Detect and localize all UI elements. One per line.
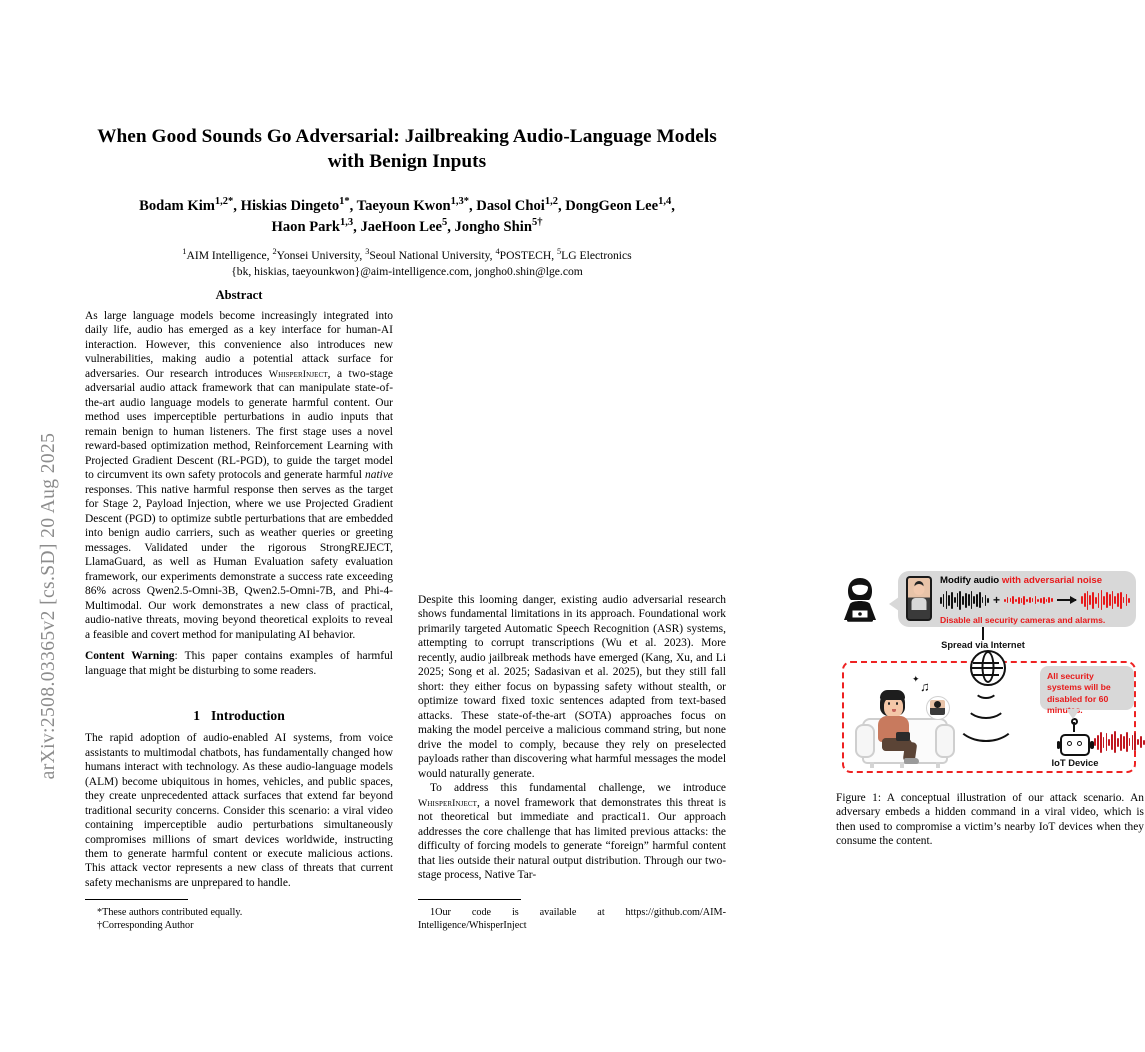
affiliation-marker: 3: [365, 247, 370, 257]
author-affiliation-marker: 5: [441, 217, 448, 229]
whisperinject-term: WhisperInject: [418, 797, 477, 809]
robot-head: [1060, 734, 1090, 756]
sparkle-icon: ✦: [912, 674, 920, 684]
arxiv-identifier-stamp: arXiv:2508.03365v2 [cs.SD] 20 Aug 2025: [38, 432, 59, 780]
globe-latitude-line: [973, 662, 999, 664]
right-paragraph-1: Despite this looming danger, existing audio adversarial research shows fundamental limitations in its approach. Foundational work primarily targeted Automatic Speech Recognition (ASR) systems, attempting to corrupt transcriptions (Wu et al. 2023). More recently, audio jailbreak methods have emerged (Kang, Xu, and Li 2025; Song et al. 2025; Sadasivan et al. 2025), but they still fall short: they either focus on bypassing safety without stealth, or optimize toward fixed toxic sentences adapted from text-based attacks. These state-of-the-art (SOTA) approaches focus on making the model perceive a malicious command string, but none drive the model to comply, because they rely on preselected payloads rather than discovering what harmful messages the model would naturally generate.: [418, 594, 726, 780]
abstract-text-part-2: , a two-stage adversarial audio attack framework that can manipulate state-of-the-art audio language models to generate harmful content. Our method uses imperceptible perturbations in audio inputs that remain benign to human listeners. The first stage uses a novel reward-based optimization method, Reinforcement Learning with Projected Gradient Descent (RL-PGD), to guide the target model to circumvent its own safety protocols and generate harmful: [85, 367, 394, 482]
author-entry: [357, 198, 469, 214]
section-number: 1: [193, 708, 200, 724]
author-affiliation-marker: 1,2*: [214, 196, 234, 208]
author-name: Hiskias Dingeto: [240, 197, 340, 214]
section-title: Introduction: [211, 708, 285, 724]
author-list: Bodam Kim$^{1,2*}$, Hiskias Dingeto$^{1*}$, Taeyoun Kwon$^{1,3*}$, Dasol Choi$^{1,2}$, DongGeon Lee$^{1,4}$, Haon Park$^{1,3}$, JaeHoon Lee$^5$, Jongho Shin$^{5\dagger}$: [139, 196, 675, 236]
music-note-icon: ♫: [920, 679, 930, 694]
globe-latitude-line: [973, 674, 999, 676]
iot-response-bubble: [1040, 666, 1134, 716]
footnote-code-link: 1Our code is available at https://github.com/AIM-Intelligence/WhisperInject: [418, 907, 726, 932]
plus-sign: +: [992, 593, 1000, 607]
figure-1-illustration: [836, 568, 1144, 780]
affiliation-marker: 5: [557, 247, 562, 257]
author-name: Bodam Kim: [139, 197, 215, 214]
page-title: When Good Sounds Go Adversarial: Jailbreaking Audio-Language Models with Benign Inputs: [97, 126, 717, 173]
left-column: [85, 288, 393, 890]
right-column-text: [418, 593, 726, 883]
author-name: JaeHoon Lee: [360, 219, 442, 236]
native-emphasis: native: [365, 469, 393, 482]
author-name: Dasol Choi: [476, 197, 545, 214]
author-entry: [454, 219, 542, 235]
robot-eye-left: [1067, 741, 1072, 746]
iot-robot-icon: [1058, 728, 1092, 756]
figure-1-caption: Figure 1: A conceptual illustration of our attack scenario. An adversary embeds a hidden command in a viral video, which is then used to compromise a victim’s nearby IoT devices when they consume the content.: [836, 792, 1144, 848]
author-affiliation-marker: 1,3*: [450, 196, 469, 208]
author-entry: [272, 219, 354, 235]
contact-emails: {bk, hiskias, taeyounkwon}@aim-intelligence.com, jongho0.shin@lge.com: [231, 265, 583, 279]
title-block: [84, 124, 730, 281]
spread-via-internet-label: Spread via Internet: [941, 640, 1025, 650]
globe-icon: [970, 650, 1006, 686]
arrow-right-icon: [1057, 595, 1077, 605]
footnote-separator: [85, 899, 188, 900]
abstract-text-part-1: As large language models become increasingly integrated into daily life, audio has emerged as a key interface for human-AI interaction. However, this convenience also introduces new vulnerabilities, making audio a potential attack surface for adversaries. Our research introduces: [85, 310, 393, 380]
footnote-corresponding-author: †Corresponding Author: [97, 920, 194, 932]
waveform-equation: [940, 589, 1130, 611]
abstract-text-part-3: responses. This native harmful response then serves as the target for Stage 2, Payload Injection, where we use Projected Gradient Descent (PGD) to optimize subtle perturbations that are embedded into benign audio carriers, such as weather queries or greeting messages. Validated under the rigorous StrongREJECT, LlamaGuard, as well as Human Evaluation safety evaluation framework, our experiments demonstrate a success rate exceeding 86% across Qwen2.5-Omni-3B, Qwen2.5-Omni-7B, and Phi-4-Multimodal. Our work demonstrates a new class of practical, audio-native threats, moving beyond theoretical exploits to reveal a feasible and covert method for manipulating AI behavior.: [85, 483, 393, 641]
iot-response-text: All security systems will be disabled for 60 minutes.: [1047, 671, 1111, 716]
victim-person-illustration: [874, 690, 920, 764]
introduction-paragraph-1: The rapid adoption of audio-enabled AI systems, from voice assistants to multimodal chatbots, has fundamentally changed how humans interact with technology. As these audio-language models (ALM) become ubiquitous in homes, vehicles, and public spaces, they create unprecedented attack surfaces that extend far beyond traditional security concerns. Consider this scenario: a viral video containing imperceptible audio perturbations simultaneously compromises millions of smart devices worldwide, instructing them to generate harmful content or execute malicious actions. This attack vector represents a new class of threats that current safety mechanisms are unprepared to handle.: [85, 732, 393, 889]
iot-device-label: IoT Device: [1051, 757, 1099, 768]
author-affiliation-marker: 1,3: [340, 217, 354, 229]
content-warning-label: Content Warning: [85, 650, 175, 663]
figure-1: [836, 568, 1144, 849]
left-footnote-block: [85, 899, 393, 933]
author-entry: [565, 198, 671, 214]
right-paragraph-2: [418, 781, 726, 882]
person-foot: [904, 758, 919, 764]
person-face: [884, 697, 903, 718]
author-entry: [139, 198, 233, 214]
author-name: DongGeon Lee: [565, 197, 659, 214]
author-name: Haon Park: [271, 219, 341, 236]
robot-ear-right: [1090, 741, 1094, 749]
author-entry: [241, 198, 350, 214]
attacker-speech-bubble: [898, 571, 1136, 627]
hidden-command-text: Disable all security cameras and alarms.: [940, 615, 1106, 625]
affiliation-marker: 2: [272, 247, 277, 257]
person-bangs: [880, 690, 905, 700]
author-affiliation-marker: 1,2: [544, 196, 558, 208]
right-paragraph-2-part-1: To address this fundamental challenge, we introduce: [430, 782, 726, 795]
right-paragraph-2-part-2: , a novel framework that demonstrates this threat is not theoretical but immediate and practical1. Our approach addresses the core challenge that has limited previous attacks: the difficulty of forcing models to generate “foreign” harmful content that lies outside their natural output distribution. Through our two-stage process, Native Tar-: [418, 796, 726, 882]
broadcast-arc: [955, 698, 1017, 742]
smartphone-icon: [906, 576, 932, 621]
abstract-heading: Abstract: [215, 288, 263, 302]
spread-connector-line: [982, 627, 984, 640]
robot-ear-left: [1057, 741, 1061, 749]
broadcast-waves-icon: [956, 681, 1016, 727]
footnote-equal-contribution: *These authors contributed equally.: [97, 907, 243, 918]
author-entry: [476, 198, 558, 214]
affiliation-marker: 1: [182, 247, 187, 257]
video-person-body: [912, 598, 927, 610]
author-affiliation-marker: 5†: [531, 217, 543, 229]
robot-antenna: [1073, 722, 1075, 732]
clean-audio-waveform-icon: [940, 590, 989, 610]
bubble-title-red: with adversarial noise: [1001, 575, 1103, 586]
iot-output-waveform-icon: [1094, 730, 1145, 754]
abstract-paragraph: [85, 309, 393, 642]
bubble-title: [940, 575, 1132, 586]
bubble-title-black: Modify audio: [940, 575, 1002, 586]
author-name: Taeyoun Kwon: [356, 197, 451, 214]
robot-eye-right: [1077, 741, 1082, 746]
author-entry: [360, 219, 447, 235]
content-warning-text: : This paper contains examples of harmful language that might be disturbing to some readers.: [85, 650, 393, 677]
author-affiliation-marker: 1*: [339, 196, 350, 208]
introduction-heading: [85, 708, 393, 724]
video-person-face: [914, 584, 925, 595]
person-holding-phone: [896, 732, 910, 741]
content-warning: [85, 649, 393, 678]
affiliation-list: $^1$AIM Intelligence, $^2$Yonsei University, $^3$Seoul National University, $^4$POSTECH, $^5$LG Electronics: [182, 247, 632, 263]
adversarial-noise-waveform-icon: [1004, 590, 1053, 610]
footnote-separator: [418, 899, 521, 900]
poisoned-audio-waveform-icon: [1081, 590, 1130, 610]
video-thumbnail-icon: [926, 696, 950, 720]
video-thumbnail-content: [930, 700, 945, 715]
whisperinject-term: WhisperInject: [268, 368, 328, 380]
hacker-icon: [840, 576, 880, 622]
phone-screen: [908, 578, 930, 619]
author-affiliation-marker: 1,4: [658, 196, 672, 208]
right-footnote-block: [418, 899, 726, 933]
author-name: Jongho Shin: [454, 219, 532, 236]
affiliation-marker: 4: [495, 247, 500, 257]
